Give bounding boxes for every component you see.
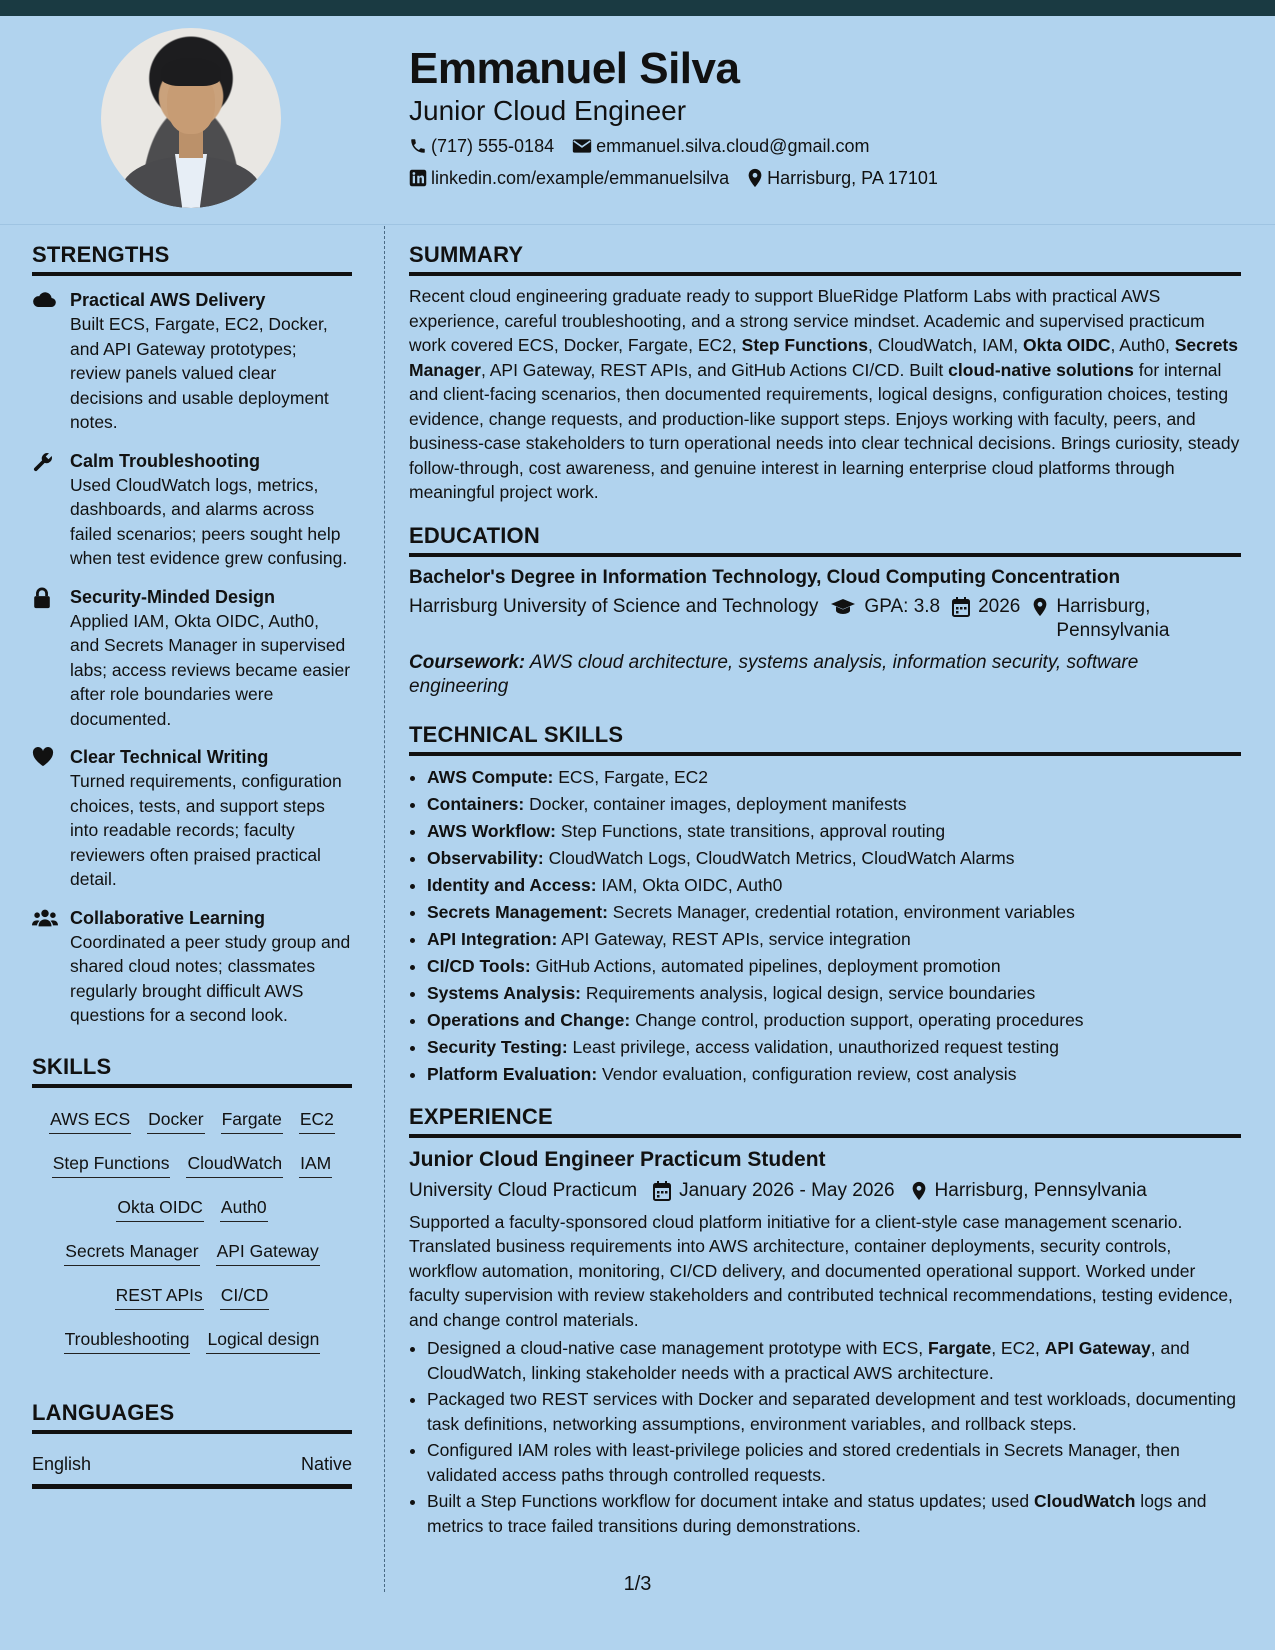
technical-skill-label: Platform Evaluation: bbox=[427, 1063, 598, 1084]
strength-title: Security-Minded Design bbox=[70, 586, 276, 607]
technical-skill-item bbox=[427, 791, 1241, 818]
job-org: University Cloud Practicum bbox=[409, 1179, 638, 1201]
job-bullet-fragment: logs and metrics to trace failed transitions during demonstrations. bbox=[427, 1491, 1207, 1536]
technical-skill-item bbox=[427, 980, 1241, 1007]
summary-fragment: for internal and client-facing scenarios, then documented requirements, logical designs, configuration choices, testing evidence, change requests, and production-like support steps. Enjoys working with faculty, peers, and business-case stakeholders to turn operational needs into clear technical decisions. Brings curiosity, steady follow-through, cost awareness, and genuine interest in learning enterprise cloud platforms through meaningful project work. bbox=[409, 359, 1240, 502]
technical-skill-item bbox=[427, 818, 1241, 845]
skills-heading: SKILLS bbox=[32, 1050, 352, 1088]
technical-skill-label: Systems Analysis: bbox=[427, 982, 582, 1003]
technical-skill-item bbox=[427, 1007, 1241, 1034]
map-pin-icon bbox=[911, 1181, 927, 1201]
skills-row bbox=[32, 1188, 352, 1232]
job-dates-text: January 2026 - May 2026 bbox=[679, 1179, 895, 1201]
language-name: English bbox=[32, 1453, 92, 1474]
strength-item bbox=[32, 449, 352, 571]
skill-chip: API Gateway bbox=[216, 1240, 320, 1266]
technical-skills-heading: TECHNICAL SKILLS bbox=[409, 718, 1241, 756]
technical-skill-label: Observability: bbox=[427, 847, 544, 868]
column-divider bbox=[384, 226, 385, 1592]
summary-fragment: Recent cloud engineering graduate ready to support BlueRidge Platform Labs with practical AWS experience, careful troubleshooting, and a strong service mindset. Academic and supervised practicum work covered ECS, Docker, Fargate, EC2, bbox=[409, 286, 1205, 355]
job-meta bbox=[409, 1178, 1241, 1204]
coursework-text: AWS cloud architecture, systems analysis, information security, software engineering bbox=[409, 651, 1139, 697]
job-bullet bbox=[427, 1438, 1241, 1487]
technical-skill-label: Identity and Access: bbox=[427, 874, 597, 895]
users-icon bbox=[32, 908, 56, 930]
languages-list bbox=[32, 1442, 352, 1489]
linkedin-icon bbox=[409, 169, 427, 187]
summary-fragment: , API Gateway, REST APIs, and GitHub Actions CI/CD. Built bbox=[480, 359, 949, 380]
calendar-icon bbox=[653, 1181, 671, 1201]
strength-item bbox=[32, 288, 352, 435]
education-location bbox=[1032, 595, 1186, 643]
job-title: Junior Cloud Engineer Practicum Student bbox=[409, 1147, 826, 1171]
technical-skill-item bbox=[427, 872, 1241, 899]
skill-chip: CI/CD bbox=[220, 1284, 270, 1310]
education-details bbox=[409, 595, 1241, 643]
wrench-icon bbox=[32, 451, 56, 473]
strength-item bbox=[32, 745, 352, 892]
strength-title: Collaborative Learning bbox=[70, 907, 266, 928]
skills-row bbox=[32, 1232, 352, 1276]
top-bar bbox=[0, 0, 1275, 16]
experience-heading: EXPERIENCE bbox=[409, 1100, 1241, 1138]
graduation-cap-icon bbox=[830, 598, 856, 616]
phone-text: (717) 555-0184 bbox=[431, 136, 555, 156]
technical-skill-value: Change control, production support, operating procedures bbox=[630, 1009, 1084, 1030]
strengths-heading: STRENGTHS bbox=[32, 238, 352, 276]
job-bullet-fragment: CloudWatch bbox=[1034, 1491, 1136, 1511]
header-divider bbox=[0, 224, 1275, 225]
contact-row-1 bbox=[409, 135, 887, 157]
strength-description: Built ECS, Fargate, EC2, Docker, and API Gateway prototypes; review panels valued clear decisions and usable deployment notes. bbox=[70, 314, 329, 432]
year-text: 2026 bbox=[978, 595, 1021, 617]
education-gpa bbox=[830, 595, 940, 619]
technical-skill-label: AWS Workflow: bbox=[427, 820, 556, 841]
summary-fragment: Secrets Manager bbox=[409, 335, 1238, 380]
job-bullet-fragment: Fargate bbox=[927, 1338, 992, 1358]
skill-chip: Auth0 bbox=[220, 1196, 268, 1222]
job-bullet-fragment: , and CloudWatch, linking stakeholder needs with a practical AWS architecture. bbox=[427, 1338, 1190, 1383]
strength-description: Coordinated a peer study group and shared cloud notes; classmates regularly brought difficult AWS questions for a second look. bbox=[70, 931, 351, 1025]
technical-skill-value: GitHub Actions, automated pipelines, deployment promotion bbox=[530, 955, 1001, 976]
technical-skill-item bbox=[427, 764, 1241, 791]
skills-row bbox=[32, 1144, 352, 1188]
skills-row bbox=[32, 1320, 352, 1364]
technical-skill-label: API Integration: bbox=[427, 928, 558, 949]
contact-email[interactable] bbox=[572, 135, 869, 157]
strength-title: Clear Technical Writing bbox=[70, 747, 269, 767]
technical-skill-item bbox=[427, 926, 1241, 953]
skills-chips bbox=[32, 1096, 352, 1374]
job-bullet-fragment: Packaged two REST services with Docker and separated development and test workloads, documenting task definitions, networking assumptions, environment variables, and rollback steps. bbox=[427, 1389, 1236, 1434]
candidate-title: Junior Cloud Engineer bbox=[409, 95, 687, 126]
technical-skill-label: Operations and Change: bbox=[427, 1009, 631, 1030]
skills-row bbox=[32, 1276, 352, 1320]
job-bullet-fragment: Designed a cloud-native case management prototype with ECS, bbox=[427, 1338, 928, 1358]
strength-description: Turned requirements, configuration choices, tests, and support steps into readable records; faculty reviewers often praised practical detail. bbox=[70, 771, 342, 889]
skill-chip: Troubleshooting bbox=[64, 1328, 191, 1354]
technical-skill-value: ECS, Fargate, EC2 bbox=[553, 766, 709, 787]
strength-item bbox=[32, 906, 352, 1028]
contact-row-2 bbox=[409, 167, 956, 189]
summary-fragment: Step Functions bbox=[741, 335, 869, 355]
phone-icon bbox=[409, 137, 427, 155]
skill-chip: REST APIs bbox=[115, 1284, 204, 1310]
job-dates bbox=[653, 1178, 894, 1204]
job-summary: Supported a faculty-sponsored cloud platform initiative for a client-style case management scenario. Translated business requirements into AWS architecture, container deployments, security controls, workflow automation, monitoring, CI/CD delivery, and documented operational support. Worked under faculty supervision with review stakeholders and contributed technical recommendations, testing evidence, and change control materials. bbox=[409, 1211, 1233, 1330]
skill-chip: Okta OIDC bbox=[116, 1196, 204, 1222]
job-bullet bbox=[427, 1387, 1241, 1436]
technical-skill-label: Containers: bbox=[427, 793, 525, 814]
job-bullet-fragment: , EC2, bbox=[991, 1338, 1045, 1358]
job-location bbox=[911, 1178, 1147, 1204]
education-coursework bbox=[409, 651, 1241, 700]
skills-row bbox=[32, 1100, 352, 1144]
education-heading: EDUCATION bbox=[409, 519, 1241, 557]
education-school: Harrisburg University of Science and Technology bbox=[409, 595, 819, 617]
technical-skill-value: Step Functions, state transitions, approval routing bbox=[555, 820, 946, 841]
technical-skill-value: Requirements analysis, logical design, service boundaries bbox=[581, 982, 1036, 1003]
coursework-label: Coursework: bbox=[409, 651, 526, 673]
technical-skill-item bbox=[427, 953, 1241, 980]
education-year bbox=[952, 595, 1020, 619]
strengths-list bbox=[32, 288, 352, 1028]
languages-heading: LANGUAGES bbox=[32, 1396, 352, 1434]
technical-skill-value: API Gateway, REST APIs, service integration bbox=[557, 928, 911, 949]
technical-skill-label: AWS Compute: bbox=[427, 766, 554, 787]
contact-location bbox=[747, 167, 938, 189]
technical-skill-value: Vendor evaluation, configuration review, cost analysis bbox=[597, 1063, 1017, 1084]
job-bullet-fragment: Built a Step Functions workflow for document intake and status updates; used bbox=[427, 1491, 1035, 1511]
map-pin-icon bbox=[747, 168, 763, 188]
calendar-icon bbox=[952, 597, 970, 617]
technical-skill-value: CloudWatch Logs, CloudWatch Metrics, CloudWatch Alarms bbox=[543, 847, 1015, 868]
technical-skill-item bbox=[427, 845, 1241, 872]
strength-description: Applied IAM, Okta OIDC, Auth0, and Secrets Manager in supervised labs; access reviews became easier after role boundaries were documented. bbox=[70, 610, 351, 729]
linkedin-text: linkedin.com/example/emmanuelsilva bbox=[431, 168, 730, 188]
skill-chip: Secrets Manager bbox=[64, 1240, 199, 1266]
lock-icon bbox=[32, 587, 56, 609]
summary-fragment: , Auth0, bbox=[1110, 335, 1175, 355]
summary-heading: SUMMARY bbox=[409, 238, 1241, 276]
technical-skill-value: IAM, Okta OIDC, Auth0 bbox=[596, 874, 783, 895]
strength-item bbox=[32, 585, 352, 732]
strength-title: Practical AWS Delivery bbox=[70, 290, 266, 310]
skill-chip: IAM bbox=[299, 1152, 332, 1178]
technical-skill-label: Security Testing: bbox=[427, 1036, 568, 1057]
contact-phone[interactable] bbox=[409, 135, 554, 157]
education-degree: Bachelor's Degree in Information Technology, Cloud Computing Concentration bbox=[409, 566, 1121, 588]
email-text: emmanuel.silva.cloud@gmail.com bbox=[596, 136, 870, 156]
skill-chip: Docker bbox=[147, 1108, 204, 1134]
skill-chip: Step Functions bbox=[52, 1152, 171, 1178]
skill-chip: Fargate bbox=[221, 1108, 283, 1134]
cloud-icon bbox=[32, 290, 56, 312]
skill-chip: CloudWatch bbox=[186, 1152, 283, 1178]
job-bullet-fragment: API Gateway bbox=[1044, 1338, 1151, 1358]
technical-skill-value: Secrets Manager, credential rotation, environment variables bbox=[607, 901, 1075, 922]
technical-skill-value: Docker, container images, deployment manifests bbox=[524, 793, 907, 814]
technical-skill-label: Secrets Management: bbox=[427, 901, 608, 922]
gpa-text: GPA: 3.8 bbox=[864, 595, 941, 617]
location-text: Harrisburg, PA 17101 bbox=[767, 168, 938, 188]
technical-skills-list bbox=[409, 764, 1241, 1088]
technical-skill-item bbox=[427, 1061, 1241, 1088]
technical-skill-item bbox=[427, 1034, 1241, 1061]
language-level: Native bbox=[300, 1453, 352, 1474]
technical-skill-label: CI/CD Tools: bbox=[427, 955, 531, 976]
language-row bbox=[32, 1442, 352, 1489]
job-bullets bbox=[409, 1336, 1241, 1538]
page-number: 1/3 bbox=[623, 1573, 652, 1595]
envelope-icon bbox=[572, 138, 592, 154]
technical-skill-item bbox=[427, 899, 1241, 926]
job-bullet bbox=[427, 1489, 1241, 1538]
heart-icon bbox=[32, 747, 56, 769]
technical-skill-value: Least privilege, access validation, unauthorized request testing bbox=[567, 1036, 1059, 1057]
skill-chip: Logical design bbox=[206, 1328, 320, 1354]
job-bullet bbox=[427, 1336, 1241, 1385]
candidate-name: Emmanuel Silva bbox=[409, 44, 740, 93]
job-bullet-fragment: Configured IAM roles with least-privilege policies and stored credentials in Secrets Manager, then validated access paths through controlled requests. bbox=[427, 1440, 1180, 1485]
summary-text bbox=[409, 284, 1241, 505]
skill-chip: EC2 bbox=[299, 1108, 335, 1134]
left-column bbox=[32, 238, 352, 1489]
job-location-text: Harrisburg, Pennsylvania bbox=[934, 1179, 1147, 1201]
contact-linkedin[interactable] bbox=[409, 167, 729, 189]
map-pin-icon bbox=[1032, 597, 1048, 617]
summary-fragment: , CloudWatch, IAM, bbox=[868, 335, 1023, 355]
profile-photo bbox=[101, 28, 281, 208]
education-location-text: Harrisburg, Pennsylvania bbox=[1056, 595, 1170, 641]
strength-description: Used CloudWatch logs, metrics, dashboards, and alarms across failed scenarios; peers sought help when test evidence grew confusing. bbox=[70, 474, 348, 568]
right-column bbox=[409, 238, 1241, 1540]
summary-fragment: Okta OIDC bbox=[1023, 335, 1111, 355]
summary-fragment: cloud-native solutions bbox=[948, 359, 1134, 380]
strength-title: Calm Troubleshooting bbox=[70, 450, 261, 471]
skill-chip: AWS ECS bbox=[49, 1108, 131, 1134]
